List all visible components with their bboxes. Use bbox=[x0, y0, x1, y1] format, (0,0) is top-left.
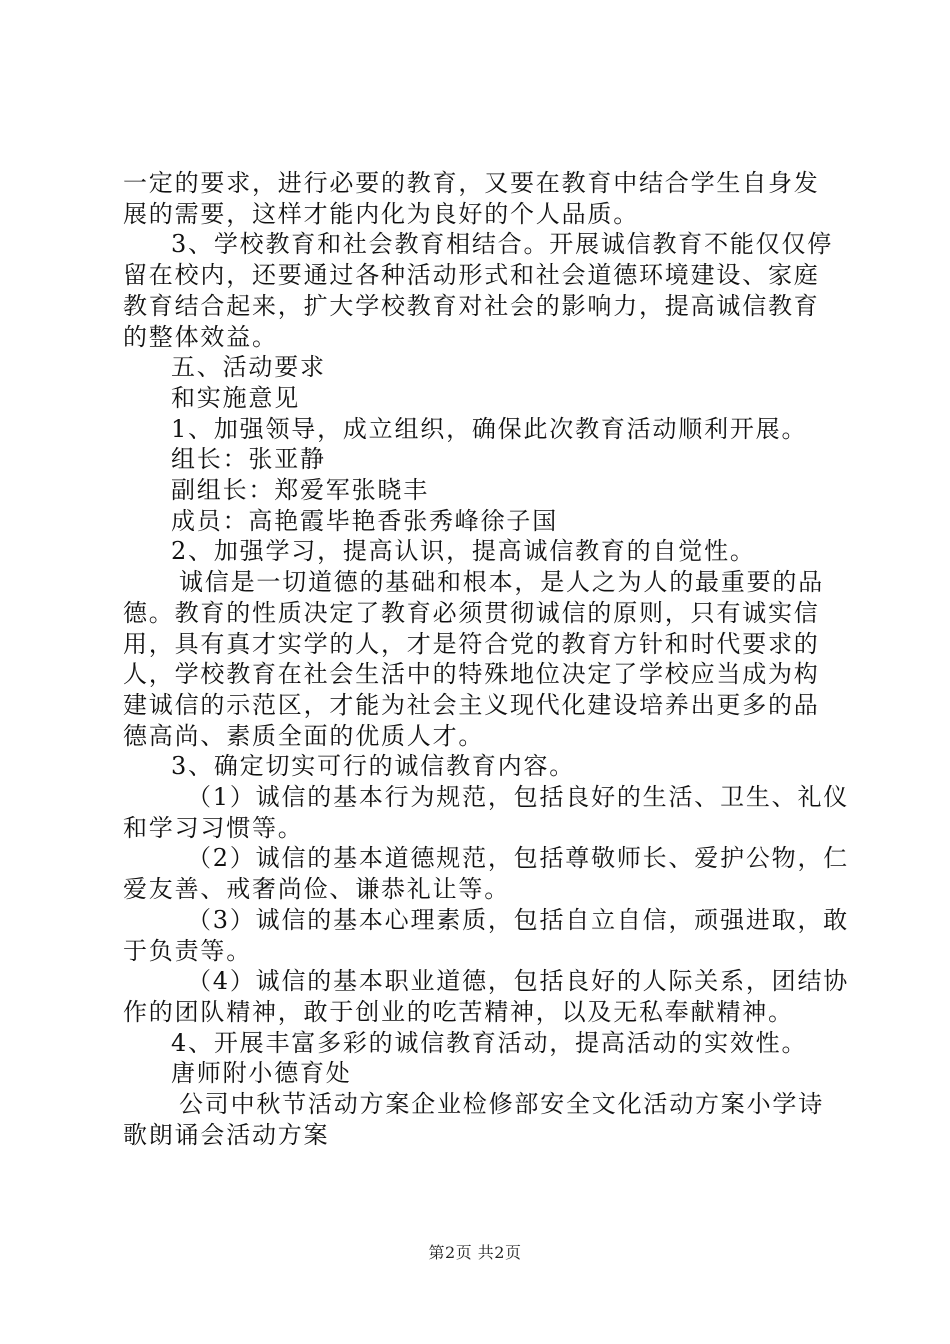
paragraph-line: 建诚信的示范区，才能为社会主义现代化建设培养出更多的品 bbox=[123, 690, 820, 719]
paragraph-line: 3、学校教育和社会教育相结合。开展诚信教育不能仅仅停 bbox=[171, 230, 834, 259]
paragraph-line: 展的需要，这样才能内化为良好的个人品质。 bbox=[123, 199, 639, 228]
paragraph-line: 3、确定切实可行的诚信教育内容。 bbox=[171, 752, 576, 781]
paragraph-line: 4、开展丰富多彩的诚信教育活动，提高活动的实效性。 bbox=[171, 1028, 808, 1057]
list-item: （2）诚信的基本道德规范，包括尊敬师长、爱护公物，仁 bbox=[187, 844, 850, 873]
paragraph-line: 用，具有真才实学的人，才是符合党的教育方针和时代要求的 bbox=[123, 629, 820, 658]
signature-line: 唐师附小德育处 bbox=[171, 1059, 352, 1088]
document-body bbox=[123, 168, 850, 1151]
paragraph-line: 的整体效益。 bbox=[123, 322, 278, 351]
list-item: （3）诚信的基本心理素质，包括自立自信，顽强进取，敢 bbox=[187, 905, 850, 934]
paragraph-line: 德。教育的性质决定了教育必须贯彻诚信的原则，只有诚实信 bbox=[123, 598, 820, 627]
paragraph-line: 组长：张亚静 bbox=[171, 445, 326, 474]
paragraph-line: 德高尚、素质全面的优质人才。 bbox=[123, 721, 485, 750]
paragraph-line: 诚信是一切道德的基础和根本，是人之为人的最重要的品 bbox=[179, 568, 824, 597]
paragraph-line: 人，学校教育在社会生活中的特殊地位决定了学校应当成为构 bbox=[123, 660, 820, 689]
related-links-line: 公司中秋节活动方案企业检修部安全文化活动方案小学诗 bbox=[179, 1090, 824, 1119]
paragraph-line: 副组长：郑爱军张晓丰 bbox=[171, 476, 429, 505]
paragraph-line: 爱友善、戒奢尚俭、谦恭礼让等。 bbox=[123, 875, 510, 904]
list-item: （4）诚信的基本职业道德，包括良好的人际关系，团结协 bbox=[187, 967, 850, 996]
paragraph-line: 教育结合起来，扩大学校教育对社会的影响力，提高诚信教育 bbox=[123, 291, 820, 320]
paragraph-line: 一定的要求，进行必要的教育，又要在教育中结合学生自身发 bbox=[123, 169, 820, 197]
paragraph-line: 2、加强学习，提高认识，提高诚信教育的自觉性。 bbox=[171, 537, 756, 566]
paragraph-line: 留在校内，还要通过各种活动形式和社会道德环境建设、家庭 bbox=[123, 261, 820, 290]
paragraph-line: 和学习习惯等。 bbox=[123, 813, 304, 842]
section-heading: 和实施意见 bbox=[171, 383, 300, 412]
section-heading: 五、活动要求 bbox=[171, 353, 326, 382]
paragraph-line: 作的团队精神，敢于创业的吃苦精神，以及无私奉献精神。 bbox=[123, 997, 794, 1026]
list-item: （1）诚信的基本行为规范，包括良好的生活、卫生、礼仪 bbox=[187, 783, 850, 812]
page-number-footer: 第2页 共2页 bbox=[428, 1243, 522, 1262]
related-links-line: 歌朗诵会活动方案 bbox=[123, 1120, 330, 1149]
paragraph-line: 1、加强领导，成立组织，确保此次教育活动顺利开展。 bbox=[171, 414, 808, 443]
paragraph-line: 于负责等。 bbox=[123, 936, 252, 965]
paragraph-line: 成员：高艳霞毕艳香张秀峰徐子国 bbox=[171, 506, 558, 535]
